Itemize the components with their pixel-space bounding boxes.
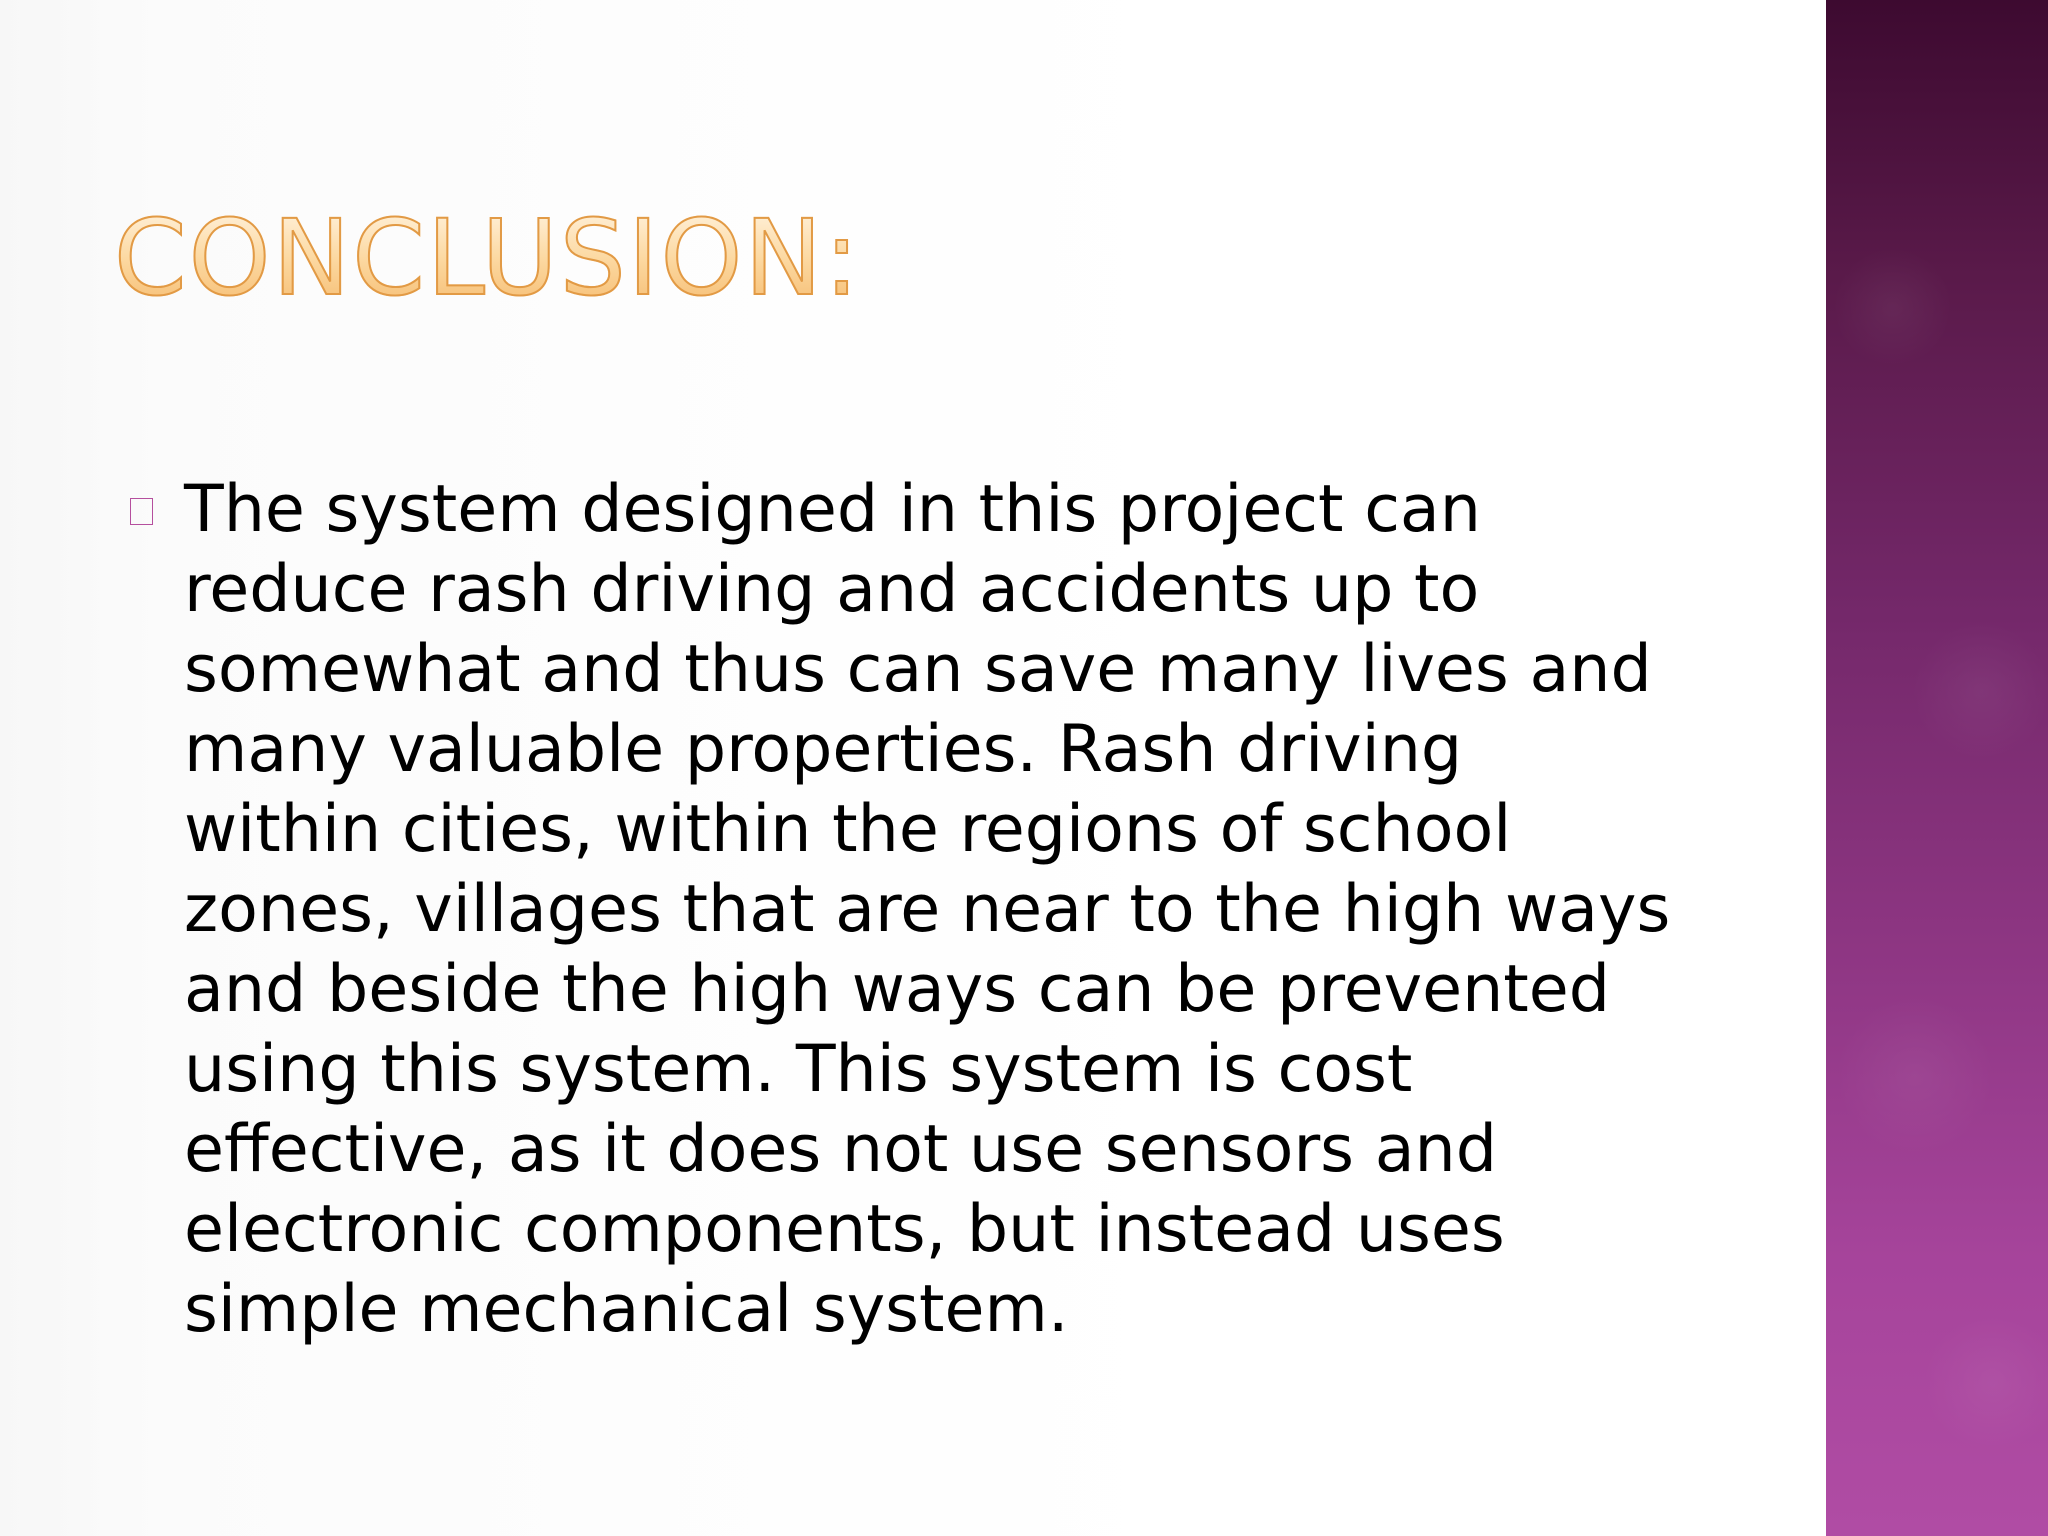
bullet-list <box>126 470 1726 1350</box>
bullet-line: and beside the high ways can be prevented <box>184 952 1611 1027</box>
hollow-square-bullet-icon <box>130 498 153 525</box>
bullet-line: many valuable properties. Rash driving <box>184 712 1463 787</box>
bullet-line: simple mechanical system. <box>184 1272 1069 1347</box>
slide-title: CONCLUSION: <box>114 197 862 319</box>
bullet-line: reduce rash driving and accidents up to <box>184 552 1480 627</box>
bullet-line: using this system. This system is cost <box>184 1032 1413 1107</box>
bullet-line: The system designed in this project can <box>184 472 1481 547</box>
bullet-line: electronic components, but instead uses <box>184 1192 1505 1267</box>
bullet-text <box>184 470 1744 1350</box>
list-item <box>126 470 1726 1350</box>
decorative-side-band <box>1826 0 2048 1536</box>
bullet-line: effective, as it does not use sensors and <box>184 1112 1497 1187</box>
bullet-line: somewhat and thus can save many lives and <box>184 632 1652 707</box>
bullet-line: zones, villages that are near to the high ways <box>184 872 1671 947</box>
bullet-line: within cities, within the regions of school <box>184 792 1512 867</box>
